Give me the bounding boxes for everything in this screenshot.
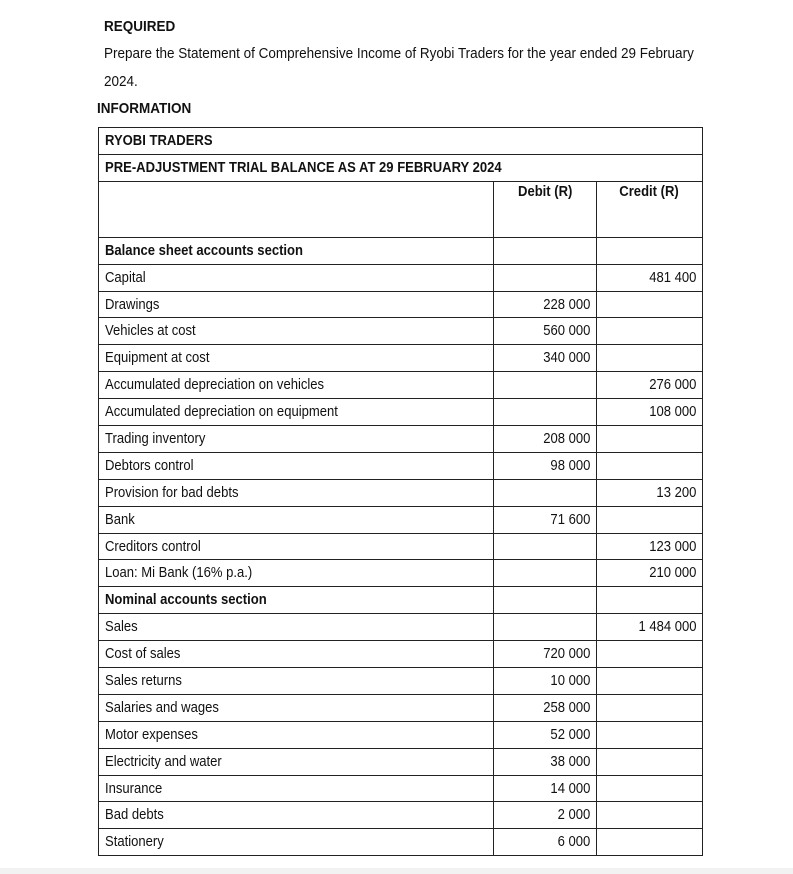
debit-amount-cell: 52 000 <box>494 721 597 748</box>
debit-amount-cell: 340 000 <box>494 345 597 372</box>
credit-amount-cell <box>597 452 703 479</box>
debit-amount-cell <box>494 614 597 641</box>
debit-amount-cell: 2 000 <box>494 802 597 829</box>
section-header-row <box>99 587 703 614</box>
heading-information: INFORMATION <box>97 100 192 117</box>
table-row <box>99 318 703 345</box>
section-credit-cell <box>597 237 703 264</box>
section-header: Nominal accounts section <box>99 587 494 614</box>
credit-amount-cell: 210 000 <box>597 560 703 587</box>
instruction-text-line-2: 2024. <box>104 73 138 90</box>
debit-amount-cell <box>494 264 597 291</box>
table-row <box>99 668 703 695</box>
table-row <box>99 748 703 775</box>
table-row <box>99 506 703 533</box>
section-debit-cell <box>494 237 597 264</box>
credit-amount-cell <box>597 748 703 775</box>
account-name-cell: Sales <box>99 614 494 641</box>
table-subtitle-row <box>99 154 703 181</box>
account-name-cell: Motor expenses <box>99 721 494 748</box>
page-bottom-edge <box>0 868 793 874</box>
table-row <box>99 533 703 560</box>
debit-amount-cell: 228 000 <box>494 291 597 318</box>
table-row <box>99 829 703 856</box>
heading-required: REQUIRED <box>104 18 176 35</box>
table-row <box>99 721 703 748</box>
section-credit-cell <box>597 587 703 614</box>
account-name-cell: Provision for bad debts <box>99 479 494 506</box>
credit-amount-cell <box>597 291 703 318</box>
instruction-text-line-1: Prepare the Statement of Comprehensive Income of Ryobi Traders for the year ended 29 February <box>104 45 694 62</box>
account-name-cell: Creditors control <box>99 533 494 560</box>
credit-amount-cell <box>597 641 703 668</box>
credit-amount-cell <box>597 802 703 829</box>
credit-amount-cell <box>597 318 703 345</box>
table-row <box>99 291 703 318</box>
credit-amount-cell <box>597 694 703 721</box>
account-name-cell: Debtors control <box>99 452 494 479</box>
account-name-cell: Insurance <box>99 775 494 802</box>
credit-column-header: Credit (R) <box>597 181 703 237</box>
account-name-cell: Drawings <box>99 291 494 318</box>
debit-amount-cell <box>494 399 597 426</box>
credit-amount-cell: 108 000 <box>597 399 703 426</box>
account-name-cell: Accumulated depreciation on vehicles <box>99 372 494 399</box>
debit-column-header: Debit (R) <box>494 181 597 237</box>
debit-amount-cell: 10 000 <box>494 668 597 695</box>
credit-amount-cell: 1 484 000 <box>597 614 703 641</box>
debit-amount-cell: 560 000 <box>494 318 597 345</box>
account-name-cell: Loan: Mi Bank (16% p.a.) <box>99 560 494 587</box>
credit-amount-cell <box>597 668 703 695</box>
debit-amount-cell <box>494 479 597 506</box>
section-debit-cell <box>494 587 597 614</box>
table-title-row <box>99 128 703 155</box>
debit-amount-cell <box>494 372 597 399</box>
account-name-cell: Stationery <box>99 829 494 856</box>
debit-amount-cell: 208 000 <box>494 426 597 453</box>
table-row <box>99 399 703 426</box>
debit-amount-cell: 258 000 <box>494 694 597 721</box>
account-name-cell: Trading inventory <box>99 426 494 453</box>
trial-balance-table <box>98 127 703 856</box>
debit-amount-cell: 38 000 <box>494 748 597 775</box>
account-name-cell: Accumulated depreciation on equipment <box>99 399 494 426</box>
credit-amount-cell <box>597 426 703 453</box>
debit-amount-cell: 98 000 <box>494 452 597 479</box>
debit-amount-cell: 720 000 <box>494 641 597 668</box>
table-row <box>99 694 703 721</box>
account-name-cell: Bad debts <box>99 802 494 829</box>
table-row <box>99 802 703 829</box>
debit-amount-cell: 14 000 <box>494 775 597 802</box>
table-row <box>99 345 703 372</box>
table-row <box>99 452 703 479</box>
account-name-cell: Vehicles at cost <box>99 318 494 345</box>
table-row <box>99 775 703 802</box>
table-row <box>99 641 703 668</box>
account-name-cell: Bank <box>99 506 494 533</box>
credit-amount-cell: 13 200 <box>597 479 703 506</box>
debit-amount-cell: 71 600 <box>494 506 597 533</box>
table-title: RYOBI TRADERS <box>99 128 703 155</box>
credit-amount-cell <box>597 506 703 533</box>
credit-amount-cell <box>597 345 703 372</box>
account-name-cell: Sales returns <box>99 668 494 695</box>
credit-amount-cell: 123 000 <box>597 533 703 560</box>
credit-amount-cell: 481 400 <box>597 264 703 291</box>
account-name-cell: Equipment at cost <box>99 345 494 372</box>
section-header: Balance sheet accounts section <box>99 237 494 264</box>
table-row <box>99 372 703 399</box>
table-row <box>99 264 703 291</box>
debit-amount-cell: 6 000 <box>494 829 597 856</box>
credit-amount-cell <box>597 721 703 748</box>
account-name-cell: Capital <box>99 264 494 291</box>
table-row <box>99 479 703 506</box>
credit-amount-cell <box>597 775 703 802</box>
account-name-cell: Salaries and wages <box>99 694 494 721</box>
table-subtitle: PRE-ADJUSTMENT TRIAL BALANCE AS AT 29 FEBRUARY 2024 <box>99 154 703 181</box>
debit-amount-cell <box>494 560 597 587</box>
column-header-row <box>99 181 703 237</box>
credit-amount-cell: 276 000 <box>597 372 703 399</box>
account-column-header <box>99 181 494 237</box>
debit-amount-cell <box>494 533 597 560</box>
account-name-cell: Cost of sales <box>99 641 494 668</box>
section-header-row <box>99 237 703 264</box>
account-name-cell: Electricity and water <box>99 748 494 775</box>
table-row <box>99 614 703 641</box>
credit-amount-cell <box>597 829 703 856</box>
table-row <box>99 560 703 587</box>
table-row <box>99 426 703 453</box>
